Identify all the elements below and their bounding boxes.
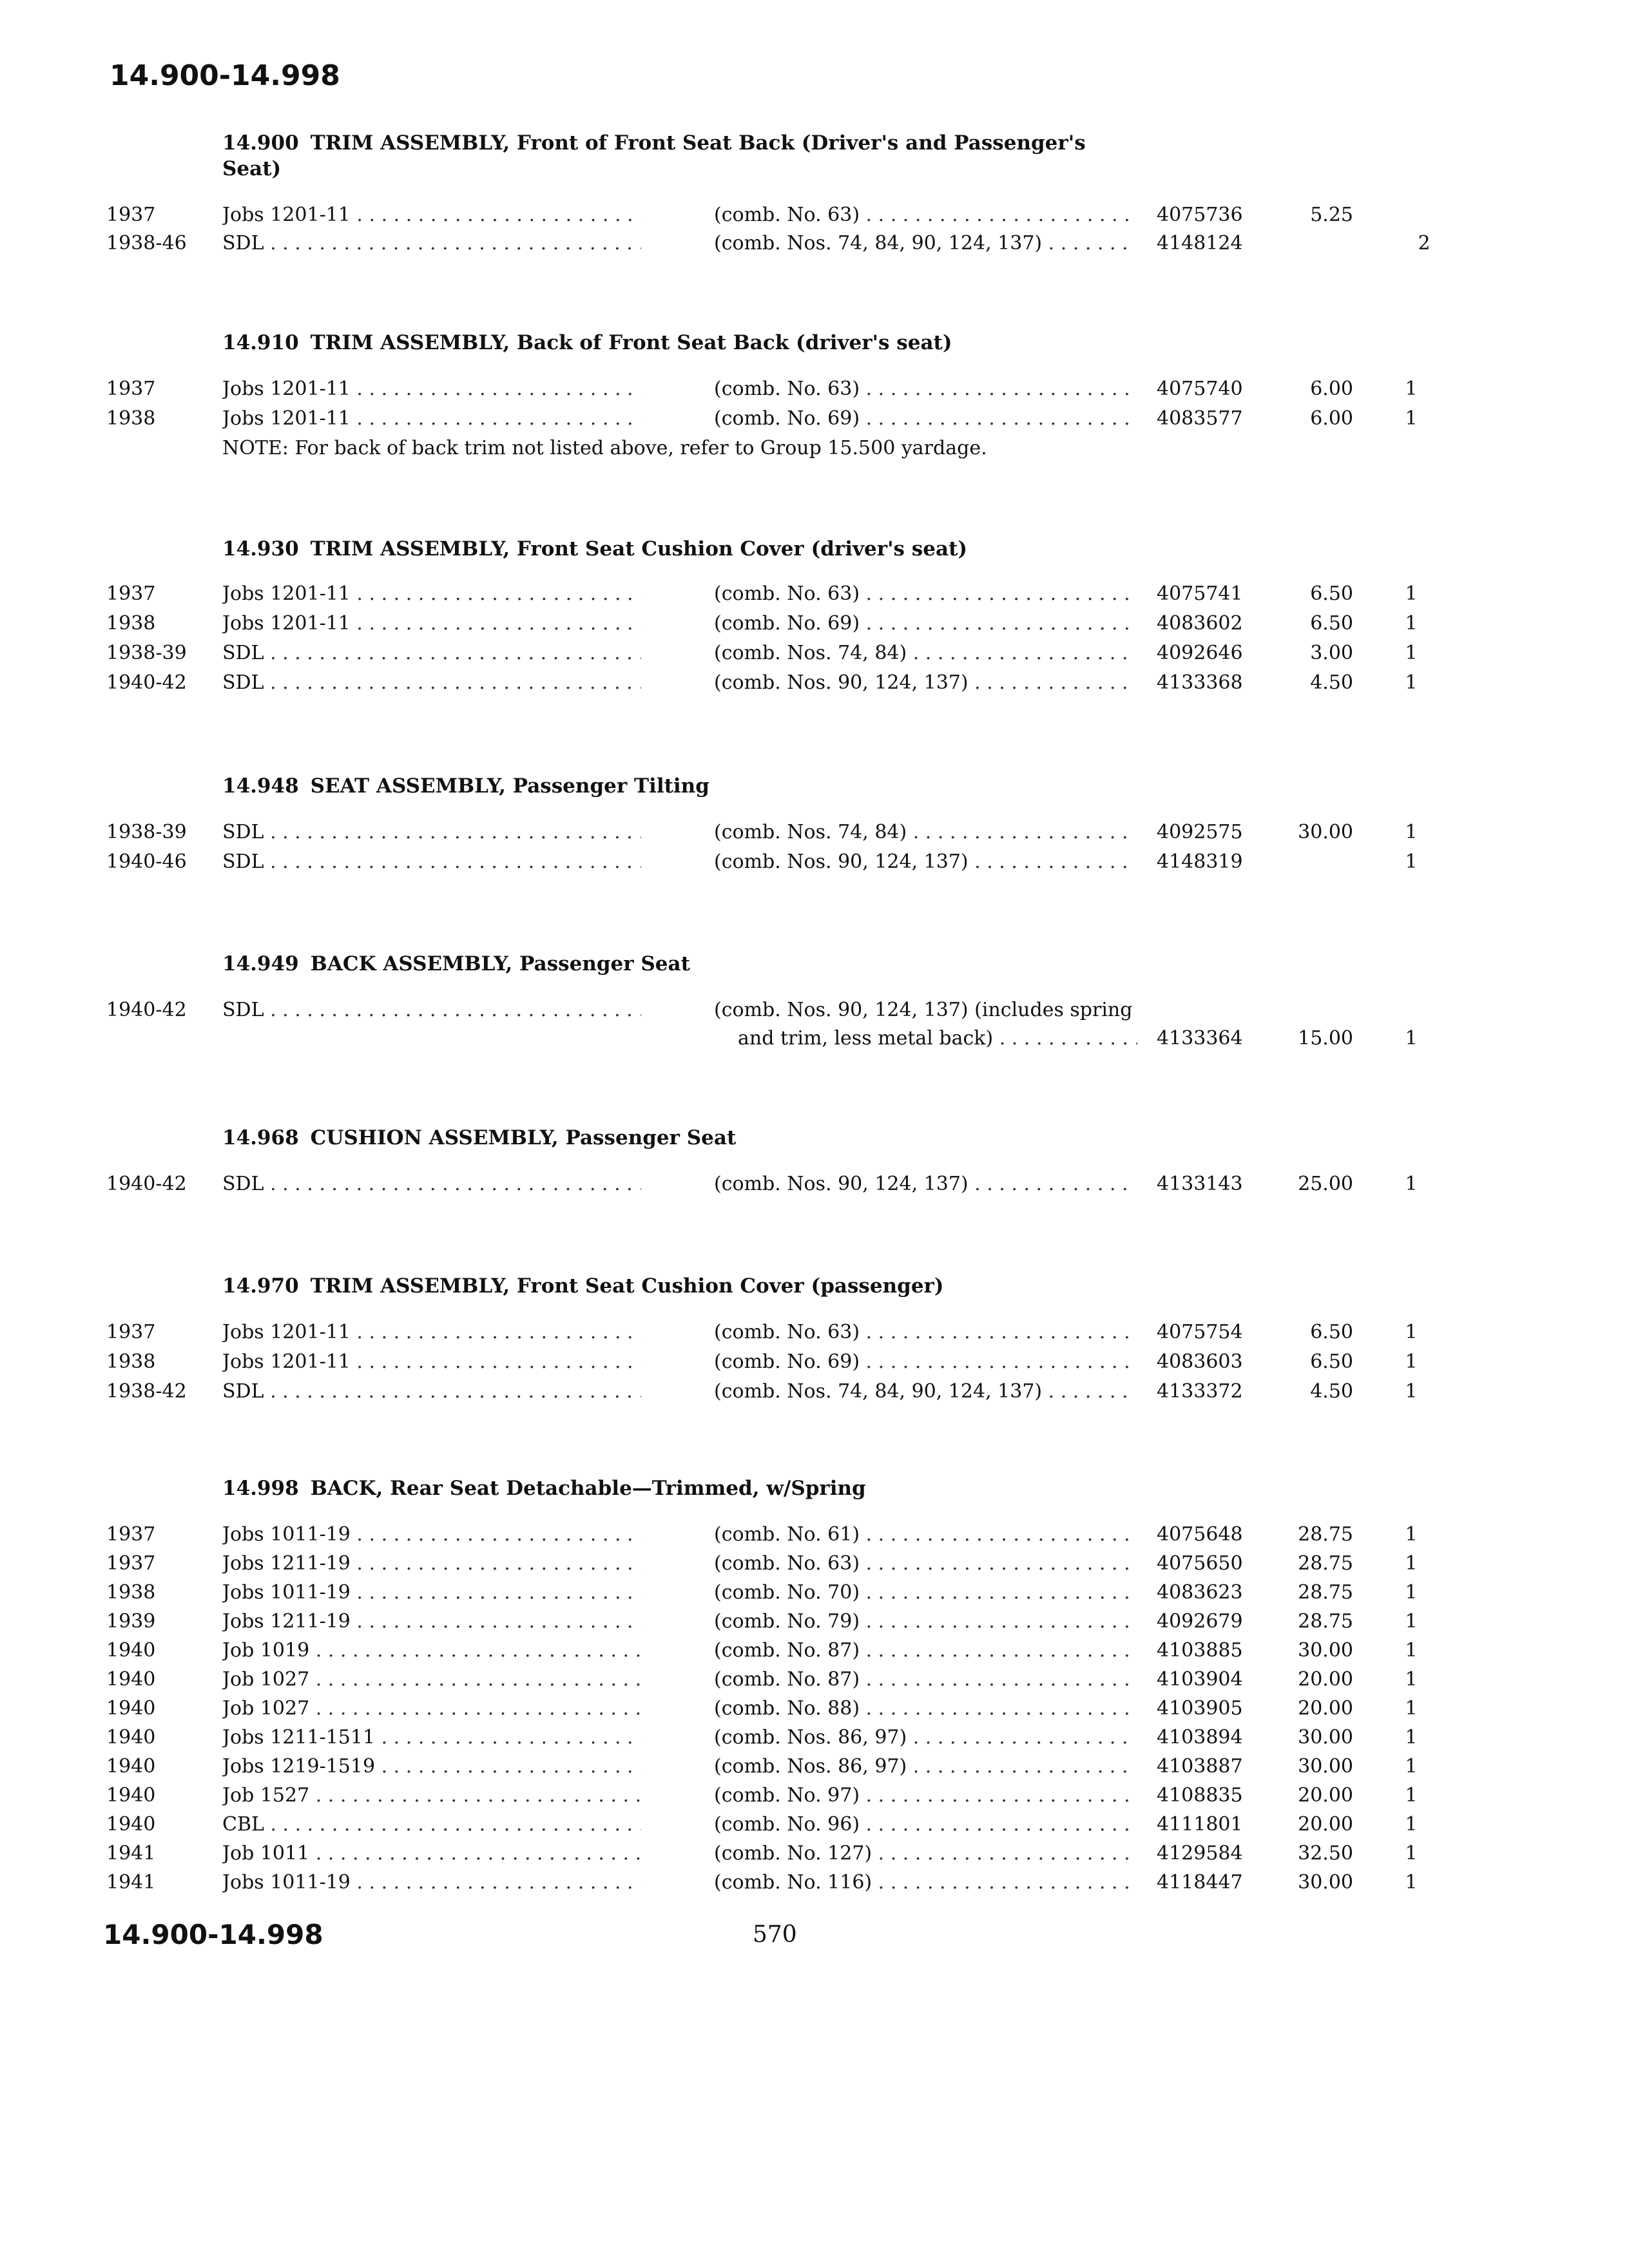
part-number-cell: 4075740 [1157, 378, 1243, 400]
section-number: 14.970 [222, 1274, 299, 1298]
part-number-cell: 4108835 [1157, 1784, 1243, 1807]
table-row [0, 1811, 1629, 1839]
year-cell: 1938-39 [106, 821, 187, 843]
section-title [222, 1125, 1137, 1151]
part-number-cell: 4133143 [1157, 1173, 1243, 1195]
model-cell: Jobs 1211-1511 . . . [222, 1724, 641, 1752]
year-cell: 1938-42 [106, 1380, 187, 1403]
model-cell: Jobs 1201-11 . . . [222, 1318, 641, 1347]
year-cell: 1937 [106, 582, 156, 605]
year-cell: 1938-39 [106, 642, 187, 664]
section-heading: TRIM ASSEMBLY, Front Seat Cushion Cover (driver's seat) [310, 537, 968, 561]
qty-cell: 1 [1405, 582, 1418, 605]
section-heading: TRIM ASSEMBLY, Back of Front Seat Back (driver's seat) [310, 331, 952, 354]
qty-cell: 1 [1405, 1027, 1418, 1050]
section-heading: BACK ASSEMBLY, Passenger Seat [310, 952, 690, 975]
price-cell: 6.50 [1310, 582, 1353, 605]
price-cell: 6.00 [1310, 378, 1353, 400]
desc-cell: (comb. Nos. 90, 124, 137) . . . [714, 848, 1133, 876]
part-number-cell: 4075741 [1157, 582, 1243, 605]
section-title [222, 130, 1137, 182]
desc-cell: (comb. No. 63) . . . [714, 1318, 1133, 1347]
part-number-cell: 4083623 [1157, 1581, 1243, 1604]
model-cell: SDL . . . [222, 996, 641, 1024]
desc-continuation: and trim, less metal back) . . . [738, 1024, 1137, 1053]
desc-cell: (comb. Nos. 74, 84, 90, 124, 137) . . . [714, 229, 1133, 258]
part-number-cell: 4133368 [1157, 671, 1243, 694]
price-cell: 28.75 [1298, 1581, 1353, 1604]
table-row [0, 1840, 1629, 1868]
page-footer-range: 14.900-14.998 [103, 1919, 323, 1950]
page-header-range: 14.900-14.998 [110, 59, 340, 92]
price-cell: 3.00 [1310, 642, 1353, 664]
qty-cell: 1 [1405, 821, 1418, 843]
price-cell: 30.00 [1298, 1755, 1353, 1778]
price-cell: 32.50 [1298, 1842, 1353, 1865]
model-cell: Jobs 1011-19 . . . [222, 1521, 641, 1549]
qty-cell: 1 [1405, 850, 1418, 873]
desc-cell: (comb. No. 116) . . . [714, 1869, 1133, 1897]
table-row [0, 1637, 1629, 1665]
table-row [0, 201, 1629, 229]
table-row [0, 1348, 1629, 1376]
model-cell: Jobs 1211-19 . . . [222, 1608, 641, 1636]
model-cell: Job 1027 . . . [222, 1695, 641, 1723]
section-heading: SEAT ASSEMBLY, Passenger Tilting [310, 774, 709, 798]
part-number-cell: 4103885 [1157, 1639, 1243, 1662]
price-cell: 4.50 [1310, 671, 1353, 694]
qty-cell: 1 [1405, 1581, 1418, 1604]
section-heading: TRIM ASSEMBLY, Front of Front Seat Back (Driver's and Passenger's Seat) [222, 131, 1086, 180]
qty-cell: 1 [1405, 1726, 1418, 1749]
page-number: 570 [753, 1921, 797, 1948]
qty-cell: 1 [1405, 1842, 1418, 1865]
model-cell: Jobs 1201-11 . . . [222, 201, 641, 229]
year-cell: 1940-46 [106, 850, 187, 873]
year-cell: 1940-42 [106, 1173, 187, 1195]
desc-cell: (comb. No. 127) . . . [714, 1840, 1133, 1868]
year-cell: 1939 [106, 1610, 156, 1633]
part-number-cell: 4075736 [1157, 204, 1243, 226]
table-row [0, 996, 1629, 1024]
section-heading: CUSHION ASSEMBLY, Passenger Seat [310, 1126, 737, 1149]
desc-cell: (comb. No. 63) . . . [714, 1550, 1133, 1578]
section-title [222, 773, 1137, 799]
qty-cell: 1 [1405, 671, 1418, 694]
price-cell: 20.00 [1298, 1813, 1353, 1836]
part-number-cell: 4103894 [1157, 1726, 1243, 1749]
table-row [0, 1695, 1629, 1723]
qty-cell: 1 [1405, 1784, 1418, 1807]
desc-cell: (comb. No. 87) . . . [714, 1666, 1133, 1694]
section-title [222, 330, 1137, 356]
section-number: 14.998 [222, 1477, 299, 1500]
price-cell: 28.75 [1298, 1523, 1353, 1546]
table-row [0, 1378, 1629, 1406]
qty-cell: 1 [1405, 1813, 1418, 1836]
desc-cell: (comb. No. 96) . . . [714, 1811, 1133, 1839]
model-cell: Jobs 1201-11 . . . [222, 610, 641, 638]
desc-cell: (comb. No. 69) . . . [714, 1348, 1133, 1376]
table-row [0, 1869, 1629, 1897]
part-number-cell: 4111801 [1157, 1813, 1243, 1836]
table-row [0, 1521, 1629, 1549]
section-number: 14.930 [222, 537, 299, 561]
model-cell: Jobs 1201-11 . . . [222, 405, 641, 433]
qty-cell: 1 [1405, 1610, 1418, 1633]
model-cell: SDL . . . [222, 229, 641, 258]
year-cell: 1940 [106, 1726, 156, 1749]
year-cell: 1940 [106, 1697, 156, 1720]
model-cell: Jobs 1011-19 . . . [222, 1579, 641, 1607]
section-number: 14.900 [222, 131, 299, 155]
qty-cell: 1 [1405, 612, 1418, 635]
year-cell: 1940 [106, 1755, 156, 1778]
qty-cell: 1 [1405, 642, 1418, 664]
table-row [0, 1753, 1629, 1781]
desc-cell: (comb. No. 87) . . . [714, 1637, 1133, 1665]
model-cell: Job 1011 . . . [222, 1840, 641, 1868]
model-cell: Jobs 1211-19 . . . [222, 1550, 641, 1578]
year-cell: 1941 [106, 1842, 156, 1865]
part-number-cell: 4118447 [1157, 1871, 1243, 1894]
model-cell: Jobs 1201-11 . . . [222, 1348, 641, 1376]
desc-cell: (comb. Nos. 90, 124, 137) (includes spring [714, 999, 1133, 1021]
desc-cell: (comb. No. 63) . . . [714, 201, 1133, 229]
price-cell: 6.50 [1310, 612, 1353, 635]
year-cell: 1937 [106, 378, 156, 400]
price-cell: 6.50 [1310, 1350, 1353, 1373]
part-number-cell: 4092575 [1157, 821, 1243, 843]
section-title [222, 1273, 1137, 1299]
model-cell: SDL . . . [222, 669, 641, 697]
qty-cell: 2 [1418, 232, 1431, 255]
year-cell: 1940 [106, 1784, 156, 1807]
part-number-cell: 4103887 [1157, 1755, 1243, 1778]
desc-cell: (comb. No. 69) . . . [714, 610, 1133, 638]
table-row [0, 1579, 1629, 1607]
year-cell: 1940-42 [106, 999, 187, 1021]
part-number-cell: 4092646 [1157, 642, 1243, 664]
year-cell: 1938 [106, 1581, 156, 1604]
desc-cell: (comb. Nos. 90, 124, 137) . . . [714, 1170, 1133, 1198]
desc-cell: (comb. Nos. 86, 97) . . . [714, 1724, 1133, 1752]
desc-cell: (comb. No. 70) . . . [714, 1579, 1133, 1607]
section-number: 14.910 [222, 331, 299, 354]
price-cell: 20.00 [1298, 1784, 1353, 1807]
table-row [0, 229, 1629, 258]
table-row [0, 1170, 1629, 1198]
part-number-cell: 4075754 [1157, 1321, 1243, 1343]
qty-cell: 1 [1405, 1523, 1418, 1546]
table-row [0, 1782, 1629, 1810]
table-row [0, 669, 1629, 697]
desc-cell: (comb. Nos. 86, 97) . . . [714, 1753, 1133, 1781]
part-number-cell: 4083603 [1157, 1350, 1243, 1373]
desc-cell: (comb. No. 69) . . . [714, 405, 1133, 433]
section-title [222, 536, 1137, 562]
qty-cell: 1 [1405, 1380, 1418, 1403]
qty-cell: 1 [1405, 1697, 1418, 1720]
year-cell: 1938 [106, 407, 156, 430]
qty-cell: 1 [1405, 1755, 1418, 1778]
price-cell: 4.50 [1310, 1380, 1353, 1403]
desc-cell: (comb. No. 88) . . . [714, 1695, 1133, 1723]
part-number-cell: 4092679 [1157, 1610, 1243, 1633]
qty-cell: 1 [1405, 407, 1418, 430]
part-number-cell: 4083602 [1157, 612, 1243, 635]
section-heading: TRIM ASSEMBLY, Front Seat Cushion Cover (passenger) [310, 1274, 944, 1298]
price-cell: 20.00 [1298, 1697, 1353, 1720]
desc-cell: (comb. No. 61) . . . [714, 1521, 1133, 1549]
table-row [0, 375, 1629, 403]
year-cell: 1937 [106, 204, 156, 226]
qty-cell: 1 [1405, 1639, 1418, 1662]
model-cell: CBL . . . [222, 1811, 641, 1839]
desc-cell: (comb. Nos. 74, 84, 90, 124, 137) . . . [714, 1378, 1133, 1406]
qty-cell: 1 [1405, 1173, 1418, 1195]
model-cell: Jobs 1201-11 . . . [222, 375, 641, 403]
section-heading: BACK, Rear Seat Detachable—Trimmed, w/Spring [310, 1477, 866, 1500]
table-row [0, 1550, 1629, 1578]
year-cell: 1941 [106, 1871, 156, 1894]
section-title [222, 951, 1137, 977]
price-cell: 20.00 [1298, 1668, 1353, 1691]
table-row [0, 1318, 1629, 1347]
price-cell: 28.75 [1298, 1610, 1353, 1633]
price-cell: 5.25 [1310, 204, 1353, 226]
table-row [0, 848, 1629, 876]
table-row [0, 1608, 1629, 1636]
qty-cell: 1 [1405, 1552, 1418, 1575]
price-cell: 30.00 [1298, 1871, 1353, 1894]
desc-cell: (comb. Nos. 74, 84) . . . [714, 818, 1133, 847]
section-title [222, 1475, 1137, 1501]
part-number-cell: 4083577 [1157, 407, 1243, 430]
section-number: 14.948 [222, 774, 299, 798]
table-row [0, 405, 1629, 433]
qty-cell: 1 [1405, 1668, 1418, 1691]
model-cell: Job 1527 . . . [222, 1782, 641, 1810]
desc-cell: (comb. Nos. 90, 124, 137) . . . [714, 669, 1133, 697]
model-cell: SDL . . . [222, 639, 641, 668]
year-cell: 1940 [106, 1639, 156, 1662]
year-cell: 1940-42 [106, 671, 187, 694]
desc-cell: (comb. No. 63) . . . [714, 375, 1133, 403]
part-number-cell: 4133364 [1157, 1027, 1243, 1050]
qty-cell: 1 [1405, 1871, 1418, 1894]
model-cell: Jobs 1201-11 . . . [222, 580, 641, 608]
year-cell: 1937 [106, 1523, 156, 1546]
model-cell: Jobs 1011-19 . . . [222, 1869, 641, 1897]
model-cell: Job 1027 . . . [222, 1666, 641, 1694]
part-number-cell: 4133372 [1157, 1380, 1243, 1403]
year-cell: 1940 [106, 1813, 156, 1836]
part-number-cell: 4148319 [1157, 850, 1243, 873]
price-cell: 15.00 [1298, 1027, 1353, 1050]
part-number-cell: 4075648 [1157, 1523, 1243, 1546]
desc-cell: (comb. No. 79) . . . [714, 1608, 1133, 1636]
year-cell: 1938 [106, 612, 156, 635]
year-cell: 1938-46 [106, 232, 187, 255]
table-row [0, 1666, 1629, 1694]
price-cell: 6.00 [1310, 407, 1353, 430]
model-cell: SDL . . . [222, 1378, 641, 1406]
section-note: NOTE: For back of back trim not listed above, refer to Group 15.500 yardage. [222, 437, 987, 459]
year-cell: 1937 [106, 1552, 156, 1575]
table-row [0, 818, 1629, 847]
table-row [0, 610, 1629, 638]
model-cell: SDL . . . [222, 848, 641, 876]
model-cell: Jobs 1219-1519 . . . [222, 1753, 641, 1781]
part-number-cell: 4075650 [1157, 1552, 1243, 1575]
qty-cell: 1 [1405, 1321, 1418, 1343]
model-cell: SDL . . . [222, 818, 641, 847]
part-number-cell: 4148124 [1157, 232, 1243, 255]
price-cell: 30.00 [1298, 1726, 1353, 1749]
price-cell: 6.50 [1310, 1321, 1353, 1343]
model-cell: SDL . . . [222, 1170, 641, 1198]
table-row [0, 1024, 1629, 1053]
qty-cell: 1 [1405, 378, 1418, 400]
price-cell: 30.00 [1298, 1639, 1353, 1662]
model-cell: Job 1019 . . . [222, 1637, 641, 1665]
part-number-cell: 4129584 [1157, 1842, 1243, 1865]
section-number: 14.949 [222, 952, 299, 975]
price-cell: 28.75 [1298, 1552, 1353, 1575]
part-number-cell: 4103905 [1157, 1697, 1243, 1720]
section-number: 14.968 [222, 1126, 299, 1149]
part-number-cell: 4103904 [1157, 1668, 1243, 1691]
table-row [0, 639, 1629, 668]
table-row [0, 580, 1629, 608]
qty-cell: 1 [1405, 1350, 1418, 1373]
year-cell: 1940 [106, 1668, 156, 1691]
table-row [0, 1724, 1629, 1752]
desc-cell: (comb. No. 63) . . . [714, 580, 1133, 608]
desc-cell: (comb. Nos. 74, 84) . . . [714, 639, 1133, 668]
desc-cell: (comb. No. 97) . . . [714, 1782, 1133, 1810]
price-cell: 25.00 [1298, 1173, 1353, 1195]
year-cell: 1937 [106, 1321, 156, 1343]
year-cell: 1938 [106, 1350, 156, 1373]
price-cell: 30.00 [1298, 821, 1353, 843]
